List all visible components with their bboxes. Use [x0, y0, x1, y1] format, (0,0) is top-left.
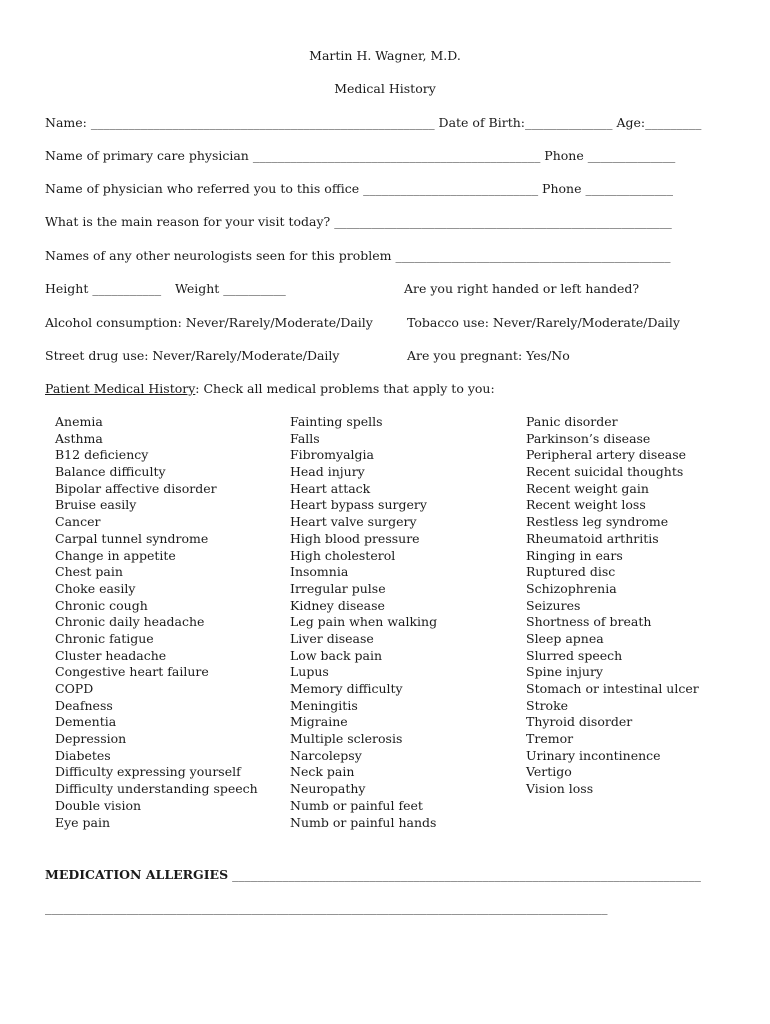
primary-care-physician-line[interactable]: Name of primary care physician ______________________________________________ Phone ______________: [45, 148, 676, 163]
condition-item[interactable]: Irregular pulse: [290, 580, 386, 596]
condition-item[interactable]: Memory difficulty: [290, 681, 403, 696]
referring-physician-line[interactable]: Name of physician who referred you to this office ____________________________ Phone ______________: [45, 181, 673, 196]
condition-item[interactable]: Sleep apnea: [526, 630, 604, 646]
name-dob-age-line[interactable]: Name: _______________________________________________________ Date of Birth:______________ Age:_________: [45, 115, 702, 130]
condition-item[interactable]: Recent weight loss: [526, 497, 646, 513]
form-title: Medical History: [334, 81, 436, 96]
condition-item[interactable]: Tremor: [526, 731, 574, 747]
condition-item[interactable]: Eye pain: [55, 814, 111, 830]
tobacco-use-field[interactable]: Tobacco use: Never/Rarely/Moderate/Daily: [407, 315, 680, 330]
condition-item[interactable]: Double vision: [55, 797, 142, 813]
doctor-name: Martin H. Wagner, M.D.: [309, 48, 461, 63]
condition-item[interactable]: Chronic fatigue: [55, 630, 154, 646]
condition-item[interactable]: Meningitis: [290, 697, 358, 713]
condition-item[interactable]: Low back pain: [290, 647, 383, 663]
condition-item[interactable]: Fainting spells: [290, 414, 383, 429]
condition-item[interactable]: Difficulty expressing yourself: [55, 764, 241, 780]
condition-item[interactable]: Ruptured disc: [526, 564, 616, 580]
history-heading-line: [45, 381, 495, 396]
medication-allergies-line[interactable]: [45, 867, 701, 882]
condition-item[interactable]: Numb or painful feet: [290, 797, 423, 813]
condition-item[interactable]: Depression: [55, 731, 127, 747]
condition-item[interactable]: Balance difficulty: [55, 464, 166, 480]
condition-item[interactable]: Insomnia: [290, 564, 349, 580]
condition-item[interactable]: Recent weight gain: [526, 480, 649, 496]
condition-item[interactable]: Falls: [290, 430, 320, 446]
condition-item[interactable]: Asthma: [55, 430, 103, 446]
condition-item[interactable]: Bipolar affective disorder: [55, 480, 217, 496]
condition-item[interactable]: B12 deficiency: [55, 447, 149, 463]
condition-item[interactable]: Dementia: [55, 714, 117, 730]
height-field[interactable]: Height ___________: [45, 281, 162, 296]
handedness-question: Are you right handed or left handed?: [404, 281, 640, 296]
condition-item[interactable]: Leg pain when walking: [290, 614, 438, 630]
condition-item[interactable]: Chest pain: [55, 564, 123, 580]
pregnancy-field[interactable]: Are you pregnant: Yes/No: [407, 348, 570, 363]
condition-item[interactable]: Cluster headache: [55, 647, 167, 663]
condition-item[interactable]: Choke easily: [55, 580, 136, 596]
condition-item[interactable]: Numb or painful hands: [290, 814, 437, 830]
medication-allergies-blank[interactable]: ___________________________________________________________________________: [228, 867, 701, 882]
conditions-column-3: [526, 414, 699, 798]
condition-item[interactable]: Neuropathy: [290, 781, 366, 797]
condition-item[interactable]: Fibromyalgia: [290, 447, 374, 463]
condition-item[interactable]: Vision loss: [526, 781, 594, 797]
condition-item[interactable]: Peripheral artery disease: [526, 447, 687, 463]
condition-item[interactable]: COPD: [55, 681, 94, 696]
condition-item[interactable]: Schizophrenia: [526, 580, 617, 596]
condition-item[interactable]: Seizures: [526, 597, 581, 613]
condition-item[interactable]: Head injury: [290, 464, 365, 480]
other-neurologists-line[interactable]: Names of any other neurologists seen for this problem ____________________________________________: [45, 248, 671, 263]
condition-item[interactable]: Narcolepsy: [290, 747, 362, 763]
condition-item[interactable]: Bruise easily: [55, 497, 137, 513]
condition-item[interactable]: Migraine: [290, 714, 348, 730]
history-heading: Patient Medical History: [45, 381, 196, 396]
condition-item[interactable]: Chronic cough: [55, 597, 148, 613]
condition-item[interactable]: Neck pain: [290, 764, 355, 780]
condition-item[interactable]: Thyroid disorder: [526, 714, 633, 730]
condition-item[interactable]: Lupus: [290, 664, 329, 680]
condition-item[interactable]: Ringing in ears: [526, 547, 623, 563]
condition-item[interactable]: Heart bypass surgery: [290, 497, 427, 513]
alcohol-consumption-field[interactable]: Alcohol consumption: Never/Rarely/Moderate/Daily: [45, 315, 373, 330]
condition-item[interactable]: Heart attack: [290, 480, 371, 496]
history-instruction: : Check all medical problems that apply to you:: [195, 381, 495, 396]
condition-item[interactable]: Restless leg syndrome: [526, 514, 669, 530]
condition-item[interactable]: Diabetes: [55, 747, 111, 763]
condition-item[interactable]: Anemia: [55, 414, 103, 429]
condition-item[interactable]: Stomach or intestinal ulcer: [526, 681, 699, 696]
condition-item[interactable]: High blood pressure: [290, 530, 420, 546]
condition-item[interactable]: Congestive heart failure: [55, 664, 209, 680]
condition-item[interactable]: Deafness: [55, 697, 113, 713]
condition-item[interactable]: Vertigo: [526, 764, 572, 780]
condition-item[interactable]: Cancer: [55, 514, 101, 530]
condition-item[interactable]: Parkinson’s disease: [526, 430, 651, 446]
visit-reason-line[interactable]: What is the main reason for your visit today? ______________________________________________________: [45, 214, 672, 229]
condition-item[interactable]: Recent suicidal thoughts: [526, 464, 684, 480]
conditions-column-2: [290, 414, 437, 831]
condition-item[interactable]: Chronic daily headache: [55, 614, 205, 630]
condition-item[interactable]: Change in appetite: [55, 547, 176, 563]
condition-item[interactable]: Stroke: [526, 697, 569, 713]
condition-item[interactable]: Carpal tunnel syndrome: [55, 530, 209, 546]
condition-item[interactable]: Multiple sclerosis: [290, 731, 403, 747]
condition-item[interactable]: Liver disease: [290, 630, 374, 646]
weight-field[interactable]: Weight __________: [175, 281, 286, 296]
condition-item[interactable]: Kidney disease: [290, 597, 385, 613]
condition-item[interactable]: Rheumatoid arthritis: [526, 530, 659, 546]
medication-allergies-label: MEDICATION ALLERGIES: [45, 867, 229, 882]
condition-item[interactable]: Heart valve surgery: [290, 514, 417, 530]
conditions-column-1: [55, 414, 258, 831]
condition-item[interactable]: Shortness of breath: [526, 614, 652, 630]
condition-item[interactable]: Difficulty understanding speech: [55, 781, 258, 797]
condition-item[interactable]: Urinary incontinence: [526, 747, 661, 763]
street-drug-use-field[interactable]: Street drug use: Never/Rarely/Moderate/Daily: [45, 348, 340, 363]
medication-allergies-continuation-line[interactable]: __________________________________________________________________________________________: [45, 900, 608, 915]
condition-item[interactable]: Spine injury: [526, 664, 603, 680]
condition-item[interactable]: High cholesterol: [290, 547, 396, 563]
condition-item[interactable]: Panic disorder: [526, 414, 618, 429]
condition-item[interactable]: Slurred speech: [526, 647, 623, 663]
